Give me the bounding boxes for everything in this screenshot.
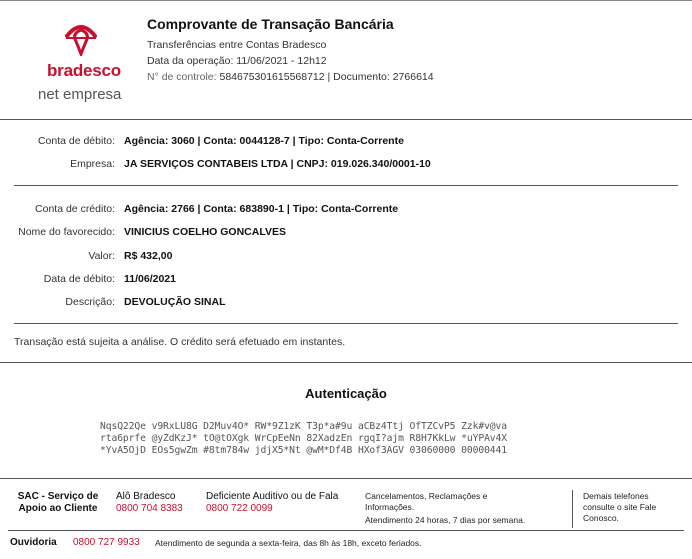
control-label: N° de controle: <box>147 71 220 83</box>
amount-value: R$ 432,00 <box>124 250 173 262</box>
debit-date-label: Data de débito: <box>43 273 115 285</box>
footer-divider <box>8 530 684 531</box>
divider-1 <box>0 119 692 120</box>
deaf-support-phone[interactable]: 0800 722 0099 <box>206 503 273 514</box>
authentication-title: Autenticação <box>305 386 387 401</box>
debit-account-value: Agência: 3060 | Conta: 0044128-7 | Tipo: Conta-Corrente <box>124 135 404 147</box>
control-number <box>147 71 434 83</box>
credit-account-value: Agência: 2766 | Conta: 683890-1 | Tipo: Conta-Corrente <box>124 203 399 215</box>
authentication-line: *YvA5OjD EOs5gwZm #8tm784w jdjX5*Nt @wM*Df4B HXof3AGV 03060000 00000441 <box>100 445 507 456</box>
debit-account-label: Conta de débito: <box>37 135 115 147</box>
authentication-line: rta6prfe @yZdKzJ* tO@tOXgk WrCpEeNn 82XadzEn rgqI?ajm R8H7KkLw *uYPAv4X <box>100 433 507 444</box>
brand-subtitle: net empresa <box>38 86 122 103</box>
authentication-line: NqsQ22Qe v9RxLU8G D2Muv4O* RW*9Z1zK T3p*a#9u aCBz4Ttj OfTZCvP5 Zzk#v@va <box>100 421 507 432</box>
control-value: 584675301615568712 <box>219 71 325 83</box>
bradesco-tree-icon <box>62 22 100 56</box>
ombudsman-phone[interactable]: 0800 727 9933 <box>73 537 140 548</box>
payee-label: Nome do favorecido: <box>18 226 115 238</box>
document-label: | Documento: <box>324 71 393 83</box>
cancel-hours: Atendimento 24 horas, 7 dias por semana. <box>365 515 526 525</box>
alo-bradesco-label: Alô Bradesco <box>116 491 176 502</box>
analysis-notice: Transação está sujeita a análise. O crédito será efetuado em instantes. <box>14 336 346 348</box>
divider-3 <box>14 323 678 324</box>
company-label: Empresa: <box>70 158 115 170</box>
top-border <box>0 0 692 1</box>
payee-value: VINICIUS COELHO GONCALVES <box>124 226 286 238</box>
credit-account-label: Conta de crédito: <box>35 203 115 215</box>
document-value: 2766614 <box>392 71 434 83</box>
page-title: Comprovante de Transação Bancária <box>147 16 394 32</box>
divider-4 <box>0 362 692 363</box>
debit-date-value: 11/06/2021 <box>124 273 176 285</box>
ombudsman-label: Ouvidoria <box>10 537 57 548</box>
description-label: Descrição: <box>65 296 115 308</box>
company-value: JA SERVIÇOS CONTABEIS LTDA | CNPJ: 019.026.340/0001-10 <box>124 158 431 170</box>
divider-5 <box>0 478 692 479</box>
ombudsman-hours: Atendimento de segunda a sexta-feira, das 8h às 18h, exceto feriados. <box>155 538 422 548</box>
alo-bradesco-phone[interactable]: 0800 704 8383 <box>116 503 183 514</box>
header-line-1: Transferências entre Contas Bradesco <box>147 39 327 51</box>
sac-title: SAC - Serviço de Apoio ao Cliente <box>17 491 99 514</box>
deaf-support-label: Deficiente Auditivo ou de Fala <box>206 491 339 502</box>
divider-2 <box>14 185 678 186</box>
other-phones-text: Demais telefones consulte o site Fale Conosco. <box>583 491 657 523</box>
amount-label: Valor: <box>88 250 115 262</box>
cancel-text: Cancelamentos, Reclamações e Informações. <box>365 491 488 512</box>
brand-name: bradesco <box>47 61 121 80</box>
description-value: DEVOLUÇÃO SINAL <box>124 296 226 308</box>
footer-vertical-divider <box>572 490 573 528</box>
header-line-2: Data da operação: 11/06/2021 - 12h12 <box>147 55 327 67</box>
